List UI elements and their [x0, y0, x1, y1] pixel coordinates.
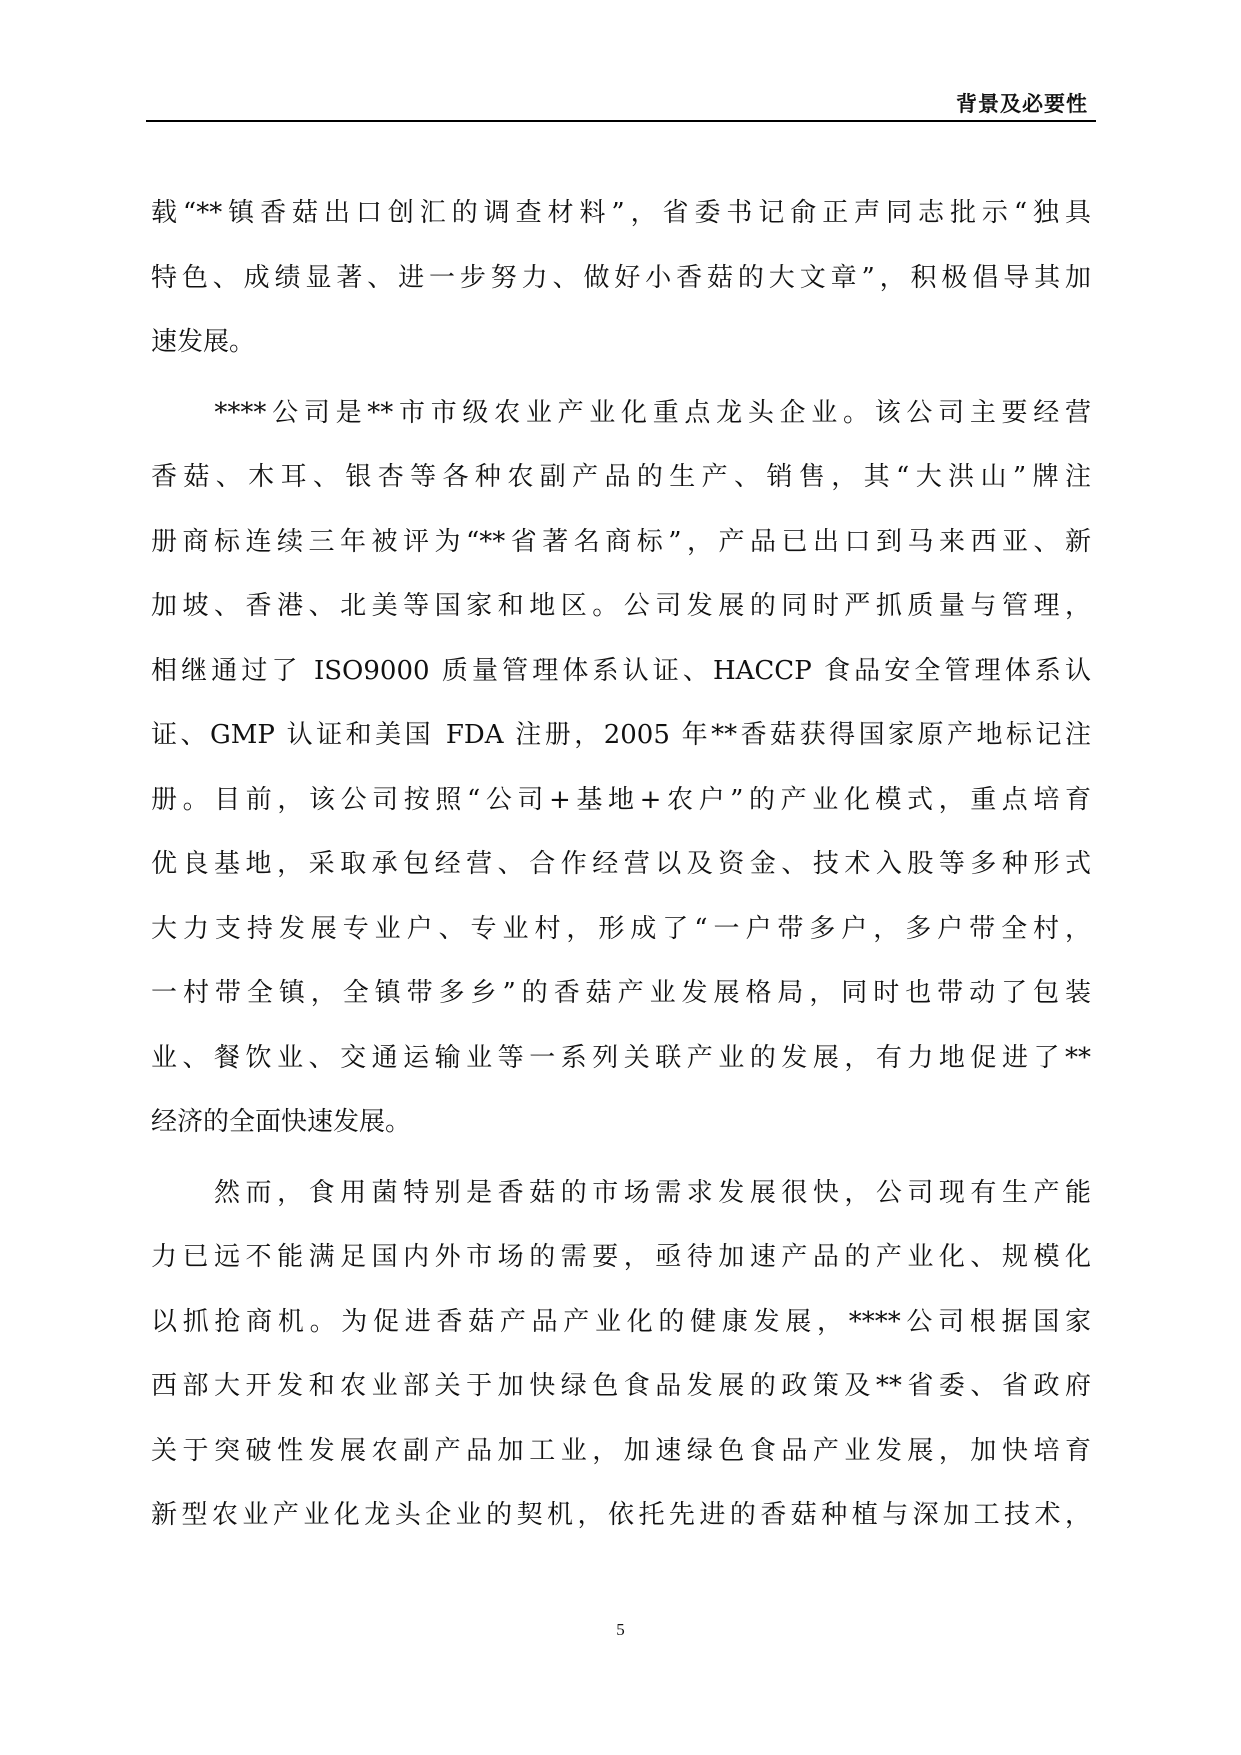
text-line: 经济的全面快速发展。 — [151, 1107, 412, 1137]
text-line: 新型农业产业化龙头企业的契机，依托先进的香菇种植与深加工技术， — [151, 1500, 1091, 1530]
text-line: 西部大开发和农业部关于加快绿色食品发展的政策及**省委、省政府 — [151, 1371, 1091, 1401]
text-line: 力已远不能满足国内外市场的需要，亟待加速产品的产业化、规模化 — [151, 1242, 1091, 1272]
text-line: 特色、成绩显著、进一步努力、做好小香菇的大文章”，积极倡导其加 — [151, 262, 1091, 293]
text-line: 然而，食用菌特别是香菇的市场需求发展很快，公司现有生产能 — [151, 1177, 1091, 1208]
text-line: 册。目前，该公司按照“公司+基地+农户”的产业化模式，重点培育 — [151, 784, 1091, 815]
text-line: 大力支持发展专业户、专业村，形成了“一户带多户，多户带全村， — [151, 913, 1091, 944]
text-line: 加坡、香港、北美等国家和地区。公司发展的同时严抓质量与管理， — [151, 591, 1091, 621]
header-title: 背景及必要性 — [956, 92, 1088, 116]
text-line: 业、餐饮业、交通运输业等一系列关联产业的发展，有力地促进了** — [151, 1042, 1091, 1073]
text-line: 以抓抢商机。为促进香菇产品产业化的健康发展，****公司根据国家 — [151, 1306, 1091, 1337]
document-body — [151, 181, 1091, 1548]
text-line: 册商标连续三年被评为“**省著名商标”，产品已出口到马来西亚、新 — [151, 526, 1091, 557]
page-number: 5 — [616, 1620, 625, 1639]
text-line: 证、GMP 认证和美国 FDA 注册，2005 年**香菇获得国家原产地标记注 — [151, 720, 1091, 750]
page-header — [146, 84, 1096, 122]
text-line: 关于突破性发展农副产品加工业，加速绿色食品产业发展，加快培育 — [151, 1435, 1091, 1466]
text-line: 香菇、木耳、银杏等各种农副产品的生产、销售，其“大洪山”牌注 — [151, 462, 1091, 492]
text-line: 优良基地，采取承包经营、合作经营以及资金、技术入股等多种形式 — [151, 849, 1091, 879]
text-line: 一村带全镇，全镇带多乡”的香菇产业发展格局，同时也带动了包装 — [151, 978, 1091, 1008]
text-line: 载“**镇香菇出口创汇的调查材料”，省委书记俞正声同志批示“独具 — [151, 198, 1091, 228]
text-line: ****公司是**市市级农业产业化重点龙头企业。该公司主要经营 — [151, 397, 1091, 428]
text-line: 相继通过了 ISO9000 质量管理体系认证、HACCP 食品安全管理体系认 — [151, 655, 1091, 686]
text-line: 速发展。 — [151, 327, 256, 357]
